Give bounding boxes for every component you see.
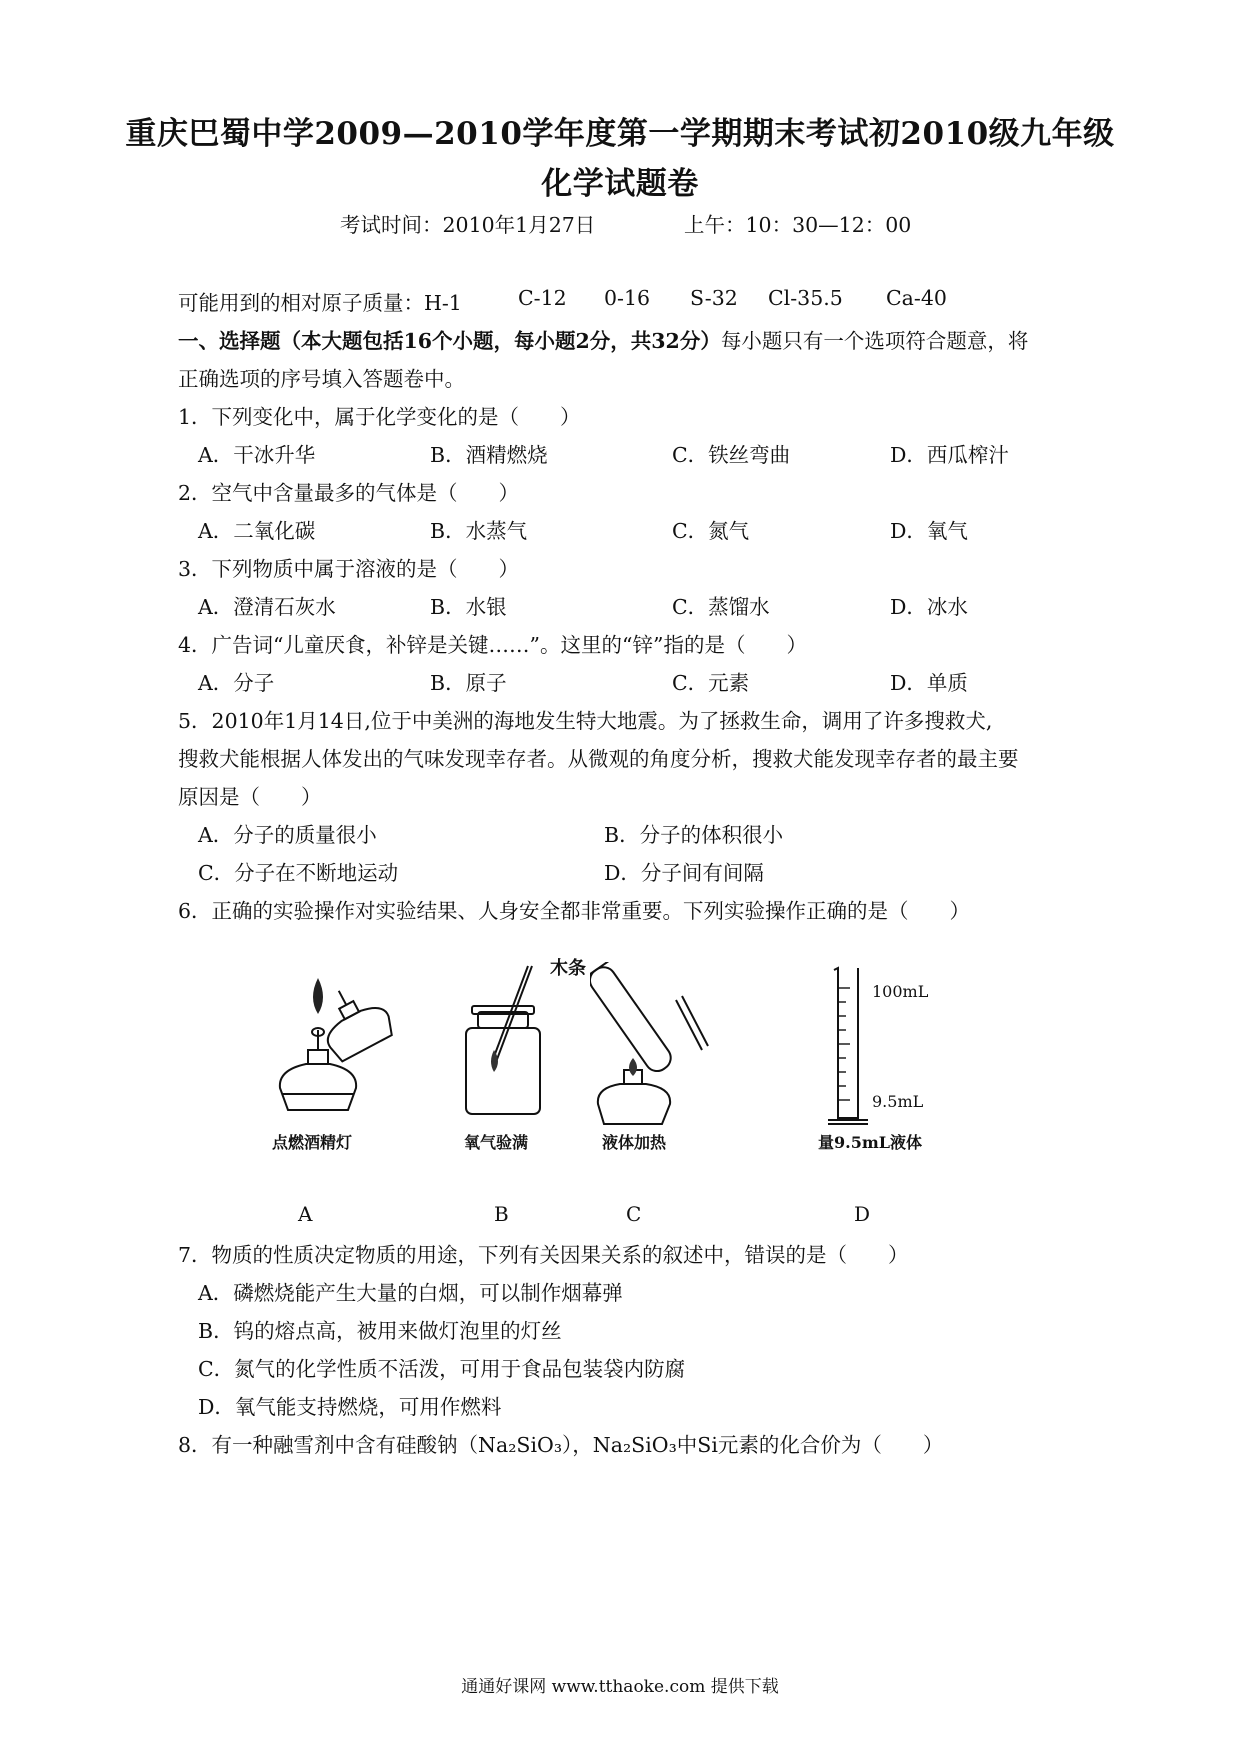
option-b: B．钨的熔点高，被用来做灯泡里的灯丝 [198,1319,562,1343]
option-c: C．铁丝弯曲 [672,443,791,467]
question-6-stem: 6．正确的实验操作对实验结果、人身安全都非常重要。下列实验操作正确的是（ ） [178,899,971,923]
option-b: B．原子 [430,671,507,695]
exam-time: 上午：10：30—12：00 [684,213,912,237]
exam-date: 考试时间：2010年1月27日 [340,213,596,237]
option-d: D．单质 [890,671,968,695]
caption-a: 点燃酒精灯 [272,1133,353,1152]
question-5-stem-line: 5．2010年1月14日,位于中美洲的海地发生特大地震。为了拯救生命，调用了许多搜救犬, [178,709,993,733]
question-7-stem: 7．物质的性质决定物质的用途，下列有关因果关系的叙述中，错误的是（ ） [178,1243,909,1267]
option-a: A．分子的质量很小 [198,823,377,847]
stick-label: 木条 [550,958,586,979]
footer-source: 通通好课网 www.tthaoke.com 提供下载 [461,1677,779,1697]
option-a: A．干冰升华 [198,443,316,467]
option-c: C．氮气的化学性质不活泼，可用于食品包装袋内防腐 [198,1357,686,1381]
atomic-mass-item: S-32 [690,286,738,310]
option-a: A．二氧化碳 [198,519,316,543]
section-heading-bold: 一、选择题（本大题包括16个小题，每小题2分，共32分） [178,329,721,353]
figure-heating-liquid [590,962,740,1130]
cylinder-9-5ml-label: 9.5mL [872,1092,924,1111]
caption-c: 液体加热 [602,1133,667,1152]
question-8-stem: 8．有一种融雪剂中含有硅酸钠（Na₂SiO₃），Na₂SiO₃中Si元素的化合价为（ ） [178,1433,944,1457]
option-b: B．水蒸气 [430,519,528,543]
question-5-stem-line: 原因是（ ） [178,785,322,809]
option-b: B．酒精燃烧 [430,443,548,467]
figure-oxygen-test [448,958,568,1118]
section-heading [178,324,1028,354]
option-d: D．氧气 [890,519,968,543]
option-b: B．分子的体积很小 [604,823,784,847]
atomic-mass-item: Cl-35.5 [768,286,843,310]
question-1-stem: 1．下列变化中，属于化学变化的是（ ） [178,405,581,429]
atomic-mass-item: Ca-40 [886,286,947,310]
atomic-mass-item: C-12 [518,286,567,310]
section-heading-rest: 每小题只有一个选项符合题意，将 [720,329,1029,353]
figure-letter-d: D [854,1202,871,1226]
option-c: C．蒸馏水 [672,595,770,619]
figure-lighting-alcohol-lamp [268,970,408,1120]
option-b: B．水银 [430,595,507,619]
option-c: C．分子在不断地运动 [198,861,399,885]
page-title: 重庆巴蜀中学2009—2010学年度第一学期期末考试初2010级九年级 [125,116,1115,152]
option-a: A．磷燃烧能产生大量的白烟，可以制作烟幕弹 [198,1281,623,1305]
question-5-stem-line: 搜救犬能根据人体发出的气味发现幸存者。从微观的角度分析，搜救犬能发现幸存者的最主要 [178,747,1019,771]
figure-letter-b: B [494,1202,509,1226]
figure-letter-a: A [298,1202,313,1226]
option-c: C．元素 [672,671,750,695]
question-3-stem: 3．下列物质中属于溶液的是（ ） [178,557,520,581]
option-a: A．澄清石灰水 [198,595,336,619]
option-d: D．西瓜榨汁 [890,443,1009,467]
question-4-stem: 4．广告词“儿童厌食，补锌是关键……”。这里的“锌”指的是（ ） [178,633,807,657]
atomic-mass-item: 0-16 [604,286,651,310]
option-a: A．分子 [198,671,275,695]
caption-d: 量9.5mL液体 [818,1133,923,1152]
caption-b: 氧气验满 [464,1133,529,1152]
option-c: C．氮气 [672,519,750,543]
figure-graduated-cylinder [818,960,878,1130]
option-d: D．冰水 [890,595,968,619]
option-d: D．分子间有间隔 [604,861,764,885]
section-heading-line2: 正确选项的序号填入答题卷中。 [178,367,465,391]
figure-letter-c: C [626,1202,642,1226]
page-subtitle: 化学试题卷 [541,166,699,202]
question-2-stem: 2．空气中含量最多的气体是（ ） [178,481,520,505]
atomic-mass-label: 可能用到的相对原子质量：H-1 [178,291,462,315]
option-d: D．氧气能支持燃烧，可用作燃料 [198,1395,502,1419]
cylinder-100ml-label: 100mL [872,982,929,1001]
